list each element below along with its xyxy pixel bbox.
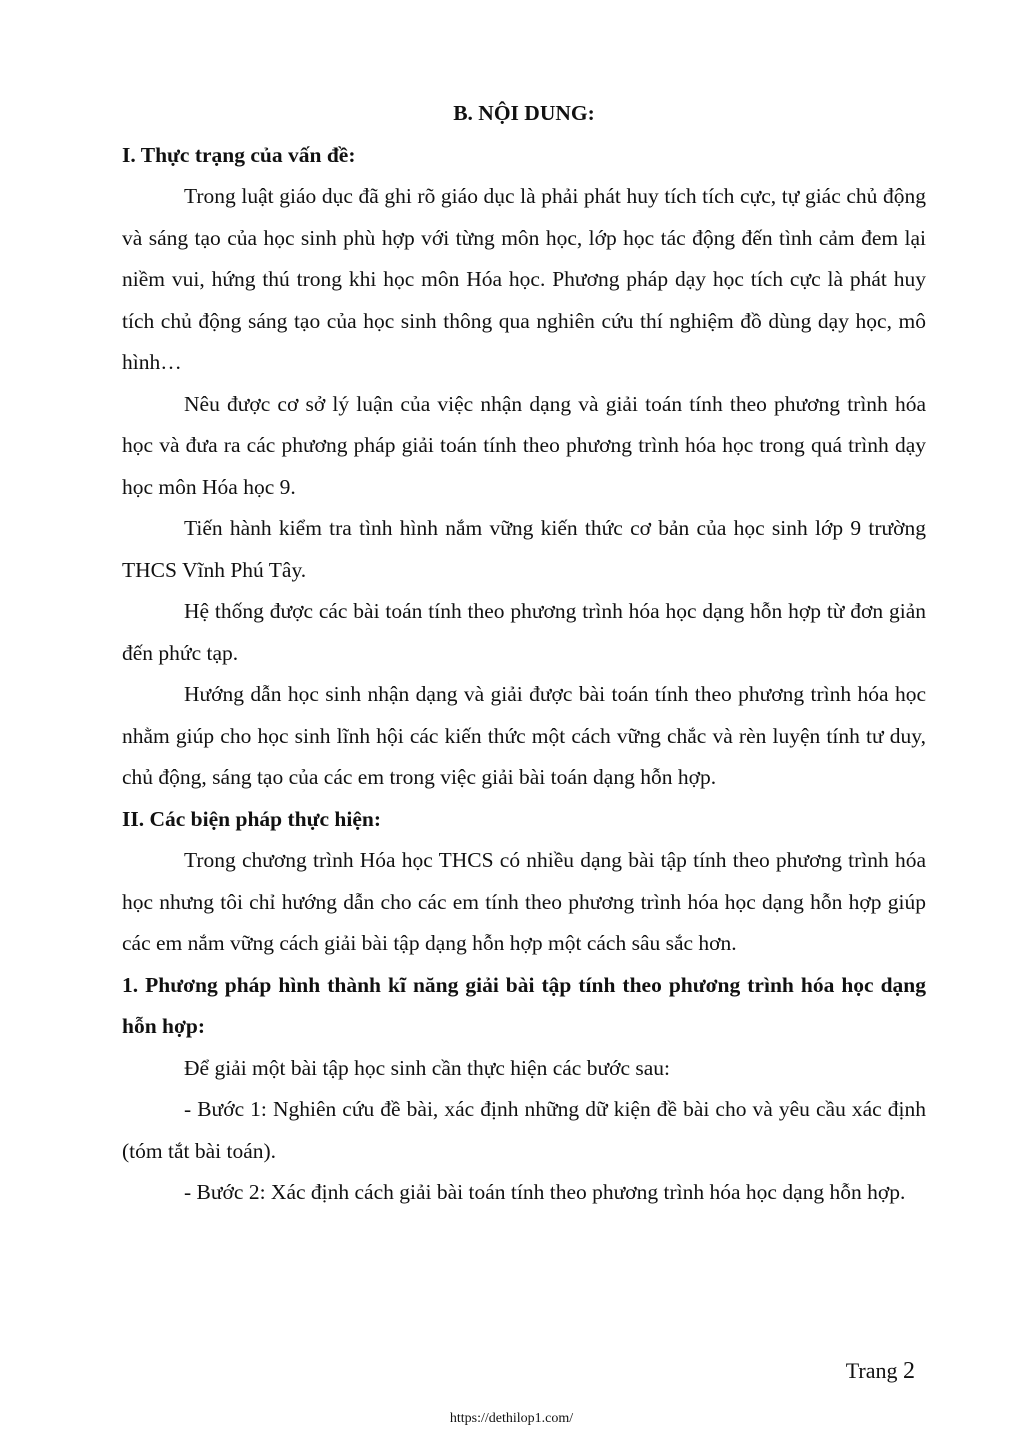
document-page [122, 93, 926, 1214]
step-1-paragraph: - Bước 1: Nghiên cứu đề bài, xác định những dữ kiện đề bài cho và yêu cầu xác định (tóm tắt bài toán). [122, 1097, 926, 1163]
paragraph: Trong chương trình Hóa học THCS có nhiều dạng bài tập tính theo phương trình hóa học nhưng tôi chỉ hướng dẫn cho các em tính theo phương trình hóa học dạng hỗn hợp giúp các em nắm vững cách giải bài tập dạng hỗn hợp một cách sâu sắc hơn. [122, 848, 926, 955]
page-number: 2 [903, 1358, 915, 1384]
paragraph: Tiến hành kiểm tra tình hình nắm vững kiến thức cơ bản của học sinh lớp 9 trường THCS Vĩnh Phú Tây. [122, 516, 926, 582]
page-label: Trang [845, 1358, 898, 1383]
section-b-heading: B. NỘI DUNG: [453, 101, 595, 125]
section-1-heading: I. Thực trạng của vấn đề: [122, 142, 356, 167]
paragraph: Để giải một bài tập học sinh cần thực hiện các bước sau: [184, 1055, 671, 1080]
paragraph: Trong luật giáo dục đã ghi rõ giáo dục là phải phát huy tích tích cực, tự giác chủ động và sáng tạo của học sinh phù hợp với từng môn học, lớp học tác động đến tình cảm đem lại niềm vui, hứng thú trong khi học môn Hóa học. Phương pháp dạy học tích cực là phát huy tích chủ động sáng tạo của học sinh thông qua nghiên cứu thí nghiệm đồ dùng dạy học, mô hình… [122, 184, 926, 374]
paragraph: Nêu được cơ sở lý luận của việc nhận dạng và giải toán tính theo phương trình hóa học và đưa ra các phương pháp giải toán tính theo phương trình hóa học trong quá trình dạy học môn Hóa học 9. [122, 391, 926, 499]
step-2-paragraph: - Bước 2: Xác định cách giải bài toán tính theo phương trình hóa học dạng hỗn hợp. [184, 1180, 906, 1204]
source-url: https://dethilop1.com/ [449, 1411, 574, 1426]
page-footer [846, 1356, 915, 1386]
section-2-heading: II. Các biện pháp thực hiện: [122, 806, 382, 831]
subsection-1-heading: 1. Phương pháp hình thành kĩ năng giải bài tập tính theo phương trình hóa học dạng hỗn hợp: [122, 972, 926, 1038]
paragraph: Hướng dẫn học sinh nhận dạng và giải được bài toán tính theo phương trình hóa học nhằm giúp cho học sinh lĩnh hội các kiến thức một cách vững chắc và rèn luyện tính tư duy, chủ động, sáng tạo của các em trong việc giải bài toán dạng hỗn hợp. [122, 682, 926, 789]
paragraph: Hệ thống được các bài toán tính theo phương trình hóa học dạng hỗn hợp từ đơn giản đến phức tạp. [122, 599, 926, 665]
